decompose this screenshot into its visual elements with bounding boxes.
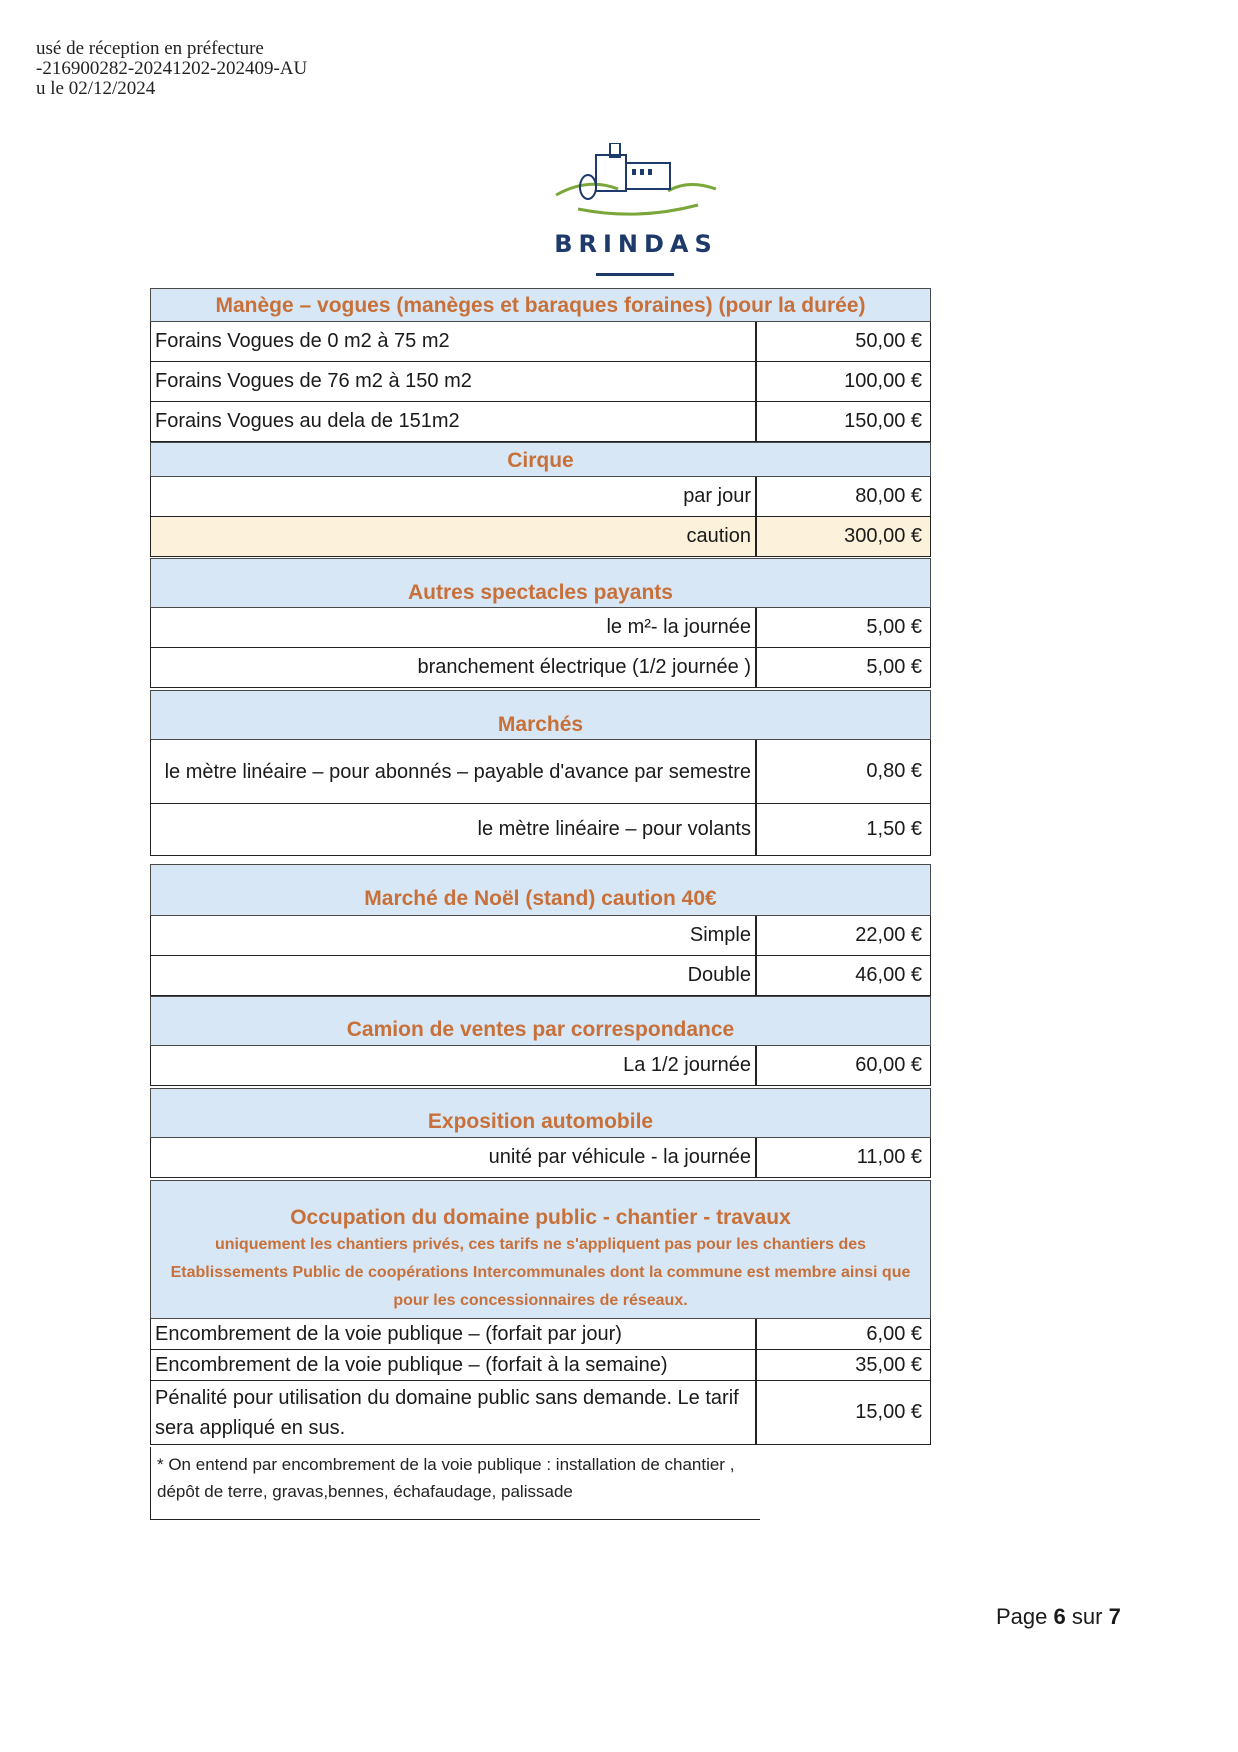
row-label: Forains Vogues de 0 m2 à 75 m2	[151, 322, 757, 361]
table-row	[150, 362, 931, 402]
logo-underline	[596, 273, 674, 276]
table-row	[150, 956, 931, 996]
row-label: Encombrement de la voie publique – (forfait par jour)	[151, 1319, 757, 1349]
section-header	[150, 1180, 931, 1319]
table-row	[150, 608, 931, 648]
row-label: Forains Vogues de 76 m2 à 150 m2	[151, 362, 757, 401]
page-number	[996, 1604, 1121, 1630]
section-spectacles	[150, 558, 931, 688]
row-value: 1,50 €	[866, 818, 922, 840]
section-manege	[150, 288, 931, 442]
row-label: branchement électrique (1/2 journée )	[151, 648, 757, 687]
row-label: caution	[151, 517, 757, 556]
stamp-line-1: usé de réception en préfecture	[36, 38, 264, 59]
row-label: Forains Vogues au dela de 151m2	[151, 402, 757, 441]
section-expo	[150, 1088, 931, 1178]
table-row	[150, 1319, 931, 1350]
section-camion	[150, 996, 931, 1086]
section-title: Marchés	[150, 690, 931, 740]
table-row	[150, 402, 931, 442]
row-value: 0,80 €	[866, 760, 922, 782]
row-value: 11,00 €	[856, 1146, 922, 1168]
table-row	[150, 804, 931, 856]
row-value: 80,00 €	[855, 485, 922, 507]
section-title: Camion de ventes par correspondance	[150, 996, 931, 1046]
row-value: 5,00 €	[866, 616, 922, 638]
page-of: sur	[1071, 1604, 1103, 1629]
section-title: Marché de Noël (stand) caution 40€	[150, 864, 931, 916]
row-value: 150,00 €	[844, 410, 922, 432]
row-value: 5,00 €	[866, 656, 922, 678]
stamp-line-3: u le 02/12/2024	[36, 78, 156, 99]
section-note: uniquement les chantiers privés, ces tarifs ne s'appliquent pas pour les chantiers des Etablissements Public de coopérations Intercommunales dont la commune est membre ainsi que pour les concessionnaires de réseaux.	[170, 1236, 911, 1309]
row-value: 100,00 €	[844, 370, 922, 392]
section-title: Autres spectacles payants	[150, 558, 931, 608]
table-row	[150, 1381, 931, 1445]
row-value: 50,00 €	[855, 330, 922, 352]
row-label: le mètre linéaire – pour abonnés – payable d'avance par semestre	[151, 740, 757, 803]
section-cirque	[150, 442, 931, 557]
table-row	[150, 517, 931, 557]
row-value: 35,00 €	[855, 1353, 922, 1376]
row-value: 60,00 €	[855, 1054, 922, 1076]
table-row	[150, 648, 931, 688]
table-row	[150, 1350, 931, 1381]
row-value: 46,00 €	[855, 964, 922, 986]
page-label: Page	[996, 1604, 1048, 1629]
page-current: 6	[1053, 1604, 1066, 1629]
row-label: unité par véhicule - la journée	[151, 1138, 757, 1177]
row-label: Double	[151, 956, 757, 995]
row-value: 22,00 €	[855, 924, 922, 946]
stamp-line-2: -216900282-20241202-202409-AU	[36, 58, 308, 79]
row-label: La 1/2 journée	[151, 1046, 757, 1085]
page-total: 7	[1108, 1604, 1121, 1629]
row-label: Encombrement de la voie publique – (forfait à la semaine)	[151, 1350, 757, 1380]
row-label: le mètre linéaire – pour volants	[151, 804, 757, 855]
section-noel	[150, 864, 931, 996]
row-label: Pénalité pour utilisation du domaine public sans demande. Le tarif sera appliqué en sus.	[151, 1381, 757, 1444]
section-marches	[150, 690, 931, 856]
table-row	[150, 322, 931, 362]
table-row	[150, 1138, 931, 1178]
section-title: Occupation du domaine public - chantier - travaux	[290, 1206, 791, 1229]
row-value: 300,00 €	[844, 525, 922, 547]
footnote: * On entend par encombrement de la voie publique : installation de chantier , dépôt de terre, gravas,bennes, échafaudage, palissade	[150, 1447, 760, 1520]
row-value: 6,00 €	[866, 1322, 922, 1345]
table-row	[150, 740, 931, 804]
table-row	[150, 916, 931, 956]
logo-name: BRINDAS	[554, 230, 718, 258]
row-label: par jour	[151, 477, 757, 516]
row-value: 15,00 €	[855, 1401, 922, 1423]
table-row	[150, 477, 931, 517]
section-title: Manège – vogues (manèges et baraques foraines) (pour la durée)	[150, 288, 931, 322]
row-label: le m²- la journée	[151, 608, 757, 647]
section-title: Cirque	[150, 442, 931, 477]
section-title: Exposition automobile	[150, 1088, 931, 1138]
section-occupation	[150, 1180, 931, 1445]
row-label: Simple	[151, 916, 757, 955]
table-row	[150, 1046, 931, 1086]
reception-stamp	[36, 39, 307, 99]
